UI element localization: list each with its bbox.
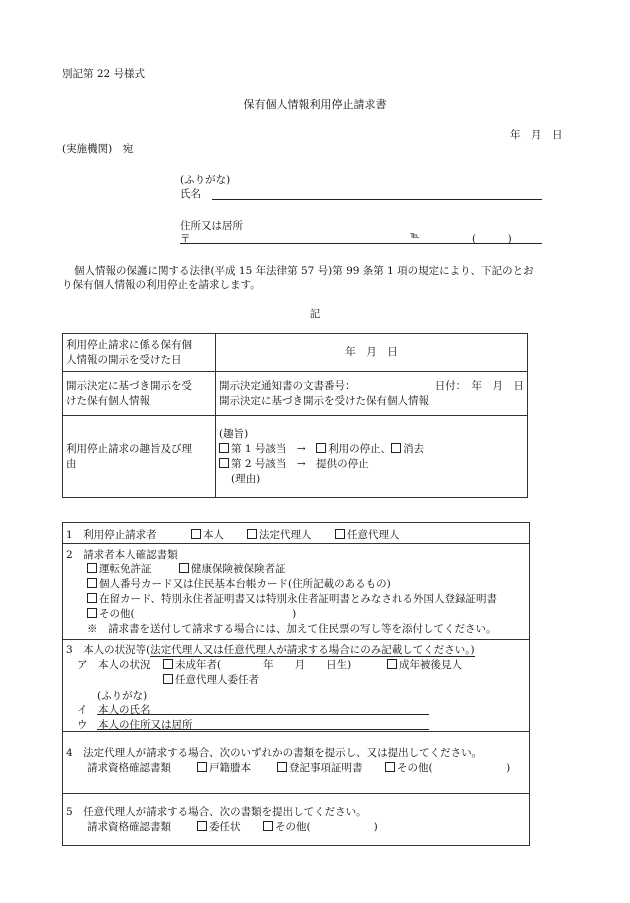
checkbox-icon[interactable] bbox=[335, 529, 345, 539]
section1-opt-legal[interactable]: 法定代理人 bbox=[247, 527, 312, 542]
section2-opt-residence[interactable]: 在留カード、特別永住者証明書又は特別永住者証明書とみなされる外国人登録証明書 bbox=[87, 591, 497, 606]
disclosure-date-field[interactable]: 年 月 日 bbox=[216, 334, 528, 372]
section3-opt-minor[interactable]: 未成年者( 年 月 日生) bbox=[163, 657, 351, 672]
doc-date-label: 日付： 年 月 日 bbox=[434, 379, 524, 392]
section2-opt-other[interactable]: その他( ) bbox=[87, 606, 296, 621]
section1-opt-self[interactable]: 本人 bbox=[191, 527, 224, 542]
section5-opt-proxy[interactable]: 委任状 bbox=[197, 819, 241, 834]
section4-opt-other[interactable]: その他( ) bbox=[385, 760, 510, 775]
section2-label: 2 請求者本人確認書類 bbox=[66, 549, 178, 561]
name-label: 氏名 bbox=[180, 188, 201, 200]
addressee: (実施機関) 宛 bbox=[62, 143, 134, 155]
section-5 bbox=[63, 793, 529, 845]
section3-status-label: ア 本人の状況 bbox=[77, 659, 151, 671]
section2-opt-mynumber[interactable]: 個人番号カード又は住民基本台帳カード(住所記載のあるもの) bbox=[87, 576, 391, 591]
section4-docs-label: 請求資格確認書類 bbox=[87, 762, 171, 774]
section2-opt-license[interactable]: 運転免許証 bbox=[87, 561, 152, 576]
section2-opt-insurance[interactable]: 健康保険被保険者証 bbox=[179, 561, 286, 576]
checkbox-icon[interactable] bbox=[87, 593, 97, 603]
riyu-label: (理由) bbox=[231, 472, 261, 485]
address-label: 住所又は居所 bbox=[180, 220, 243, 232]
section3-opt-ward[interactable]: 成年被後見人 bbox=[387, 657, 462, 672]
checkbox-icon[interactable] bbox=[316, 443, 326, 453]
row-label-disclosure-date: 利用停止請求に係る保有個 人情報の開示を受けた日 bbox=[63, 334, 216, 372]
opt-clause2[interactable]: 第 2 号該当 → 提供の停止 bbox=[219, 457, 524, 472]
section-1 bbox=[63, 523, 529, 544]
ki-heading: 記 bbox=[309, 308, 321, 320]
section-3 bbox=[63, 639, 529, 732]
checkbox-icon[interactable] bbox=[385, 762, 395, 772]
section5-opt-other[interactable]: その他( ) bbox=[263, 819, 378, 834]
tel-paren: ( ) bbox=[472, 233, 512, 245]
date-line: 年 月 日 bbox=[510, 129, 563, 141]
intro-text-2: り保有個人情報の利用停止を請求します。 bbox=[62, 279, 261, 291]
section-2 bbox=[63, 543, 529, 640]
furigana-label: (ふりがな) bbox=[180, 174, 231, 186]
section4-opt-registry[interactable]: 登記事項証明書 bbox=[277, 760, 363, 775]
checkbox-icon[interactable] bbox=[163, 659, 173, 669]
checkbox-icon[interactable] bbox=[219, 443, 229, 453]
disclosed-info-field[interactable] bbox=[216, 372, 528, 416]
table-row bbox=[63, 372, 528, 416]
section3-label: 3 本人の状況等(法定代理人又は任意代理人が請求する場合にのみ記載してください。) bbox=[66, 644, 475, 656]
section5-docs-label: 請求資格確認書類 bbox=[87, 821, 171, 833]
section1-opt-voluntary[interactable]: 任意代理人 bbox=[335, 527, 400, 542]
section5-label: 5 任意代理人が請求する場合、次の書類を提出してください。 bbox=[66, 806, 367, 818]
principal-address-field[interactable] bbox=[97, 729, 429, 730]
form-number: 別記第 22 号様式 bbox=[62, 68, 146, 80]
purpose-reason-field[interactable] bbox=[216, 416, 528, 498]
checkbox-icon[interactable] bbox=[197, 821, 207, 831]
requester-details-box bbox=[62, 522, 530, 846]
shushi-label: (趣旨) bbox=[219, 427, 249, 440]
checkbox-icon[interactable] bbox=[87, 608, 97, 618]
section2-note: ※ 請求書を送付して請求する場合には、加えて住民票の写し等を添付してください。 bbox=[87, 623, 497, 635]
address-field[interactable] bbox=[180, 243, 542, 244]
checkbox-icon[interactable] bbox=[247, 529, 257, 539]
request-table bbox=[62, 333, 528, 498]
row-label-purpose-reason: 利用停止請求の趣旨及び理 由 bbox=[63, 416, 216, 498]
section3-name-label: イ 本人の氏名 bbox=[77, 704, 151, 716]
row-label-disclosed-info: 開示決定に基づき開示を受 けた保有個人情報 bbox=[63, 372, 216, 416]
checkbox-icon[interactable] bbox=[277, 762, 287, 772]
postal-mark: 〒 bbox=[180, 233, 191, 245]
section1-label: 1 利用停止請求者 bbox=[66, 529, 157, 541]
disclosed-info-label: 開示決定に基づき開示を受けた保有個人情報 bbox=[219, 394, 429, 407]
table-row bbox=[63, 416, 528, 498]
checkbox-icon[interactable] bbox=[387, 659, 397, 669]
page-title: 保有個人情報利用停止請求書 bbox=[243, 98, 387, 111]
checkbox-icon[interactable] bbox=[263, 821, 273, 831]
name-field[interactable] bbox=[212, 199, 542, 200]
opt-clause1[interactable]: 第 1 号該当 → 利用の停止、 消去 bbox=[219, 442, 524, 457]
checkbox-icon[interactable] bbox=[87, 563, 97, 573]
checkbox-icon[interactable] bbox=[219, 458, 229, 468]
checkbox-icon[interactable] bbox=[391, 443, 401, 453]
section4-opt-koseki[interactable]: 戸籍謄本 bbox=[197, 760, 251, 775]
checkbox-icon[interactable] bbox=[87, 578, 97, 588]
section3-furigana: (ふりがな) bbox=[97, 690, 148, 702]
section4-label: 4 法定代理人が請求する場合、次のいずれかの書類を提示し、又は提出してください。 bbox=[66, 747, 483, 759]
checkbox-icon[interactable] bbox=[179, 563, 189, 573]
table-row bbox=[63, 334, 528, 372]
section3-address-label: ウ 本人の住所又は居所 bbox=[77, 719, 193, 731]
doc-number-label: 開示決定通知書の文書番号： bbox=[219, 379, 356, 392]
section-4 bbox=[63, 731, 529, 794]
section3-opt-principal[interactable]: 任意代理人委任者 bbox=[163, 672, 259, 687]
checkbox-icon[interactable] bbox=[197, 762, 207, 772]
tel-label: ℡ bbox=[410, 231, 420, 241]
checkbox-icon[interactable] bbox=[163, 674, 173, 684]
checkbox-icon[interactable] bbox=[191, 529, 201, 539]
principal-name-field[interactable] bbox=[97, 714, 429, 715]
intro-text-1: 個人情報の保護に関する法律(平成 15 年法律第 57 号)第 99 条第 1 項の規定により、下記のとお bbox=[74, 265, 534, 277]
